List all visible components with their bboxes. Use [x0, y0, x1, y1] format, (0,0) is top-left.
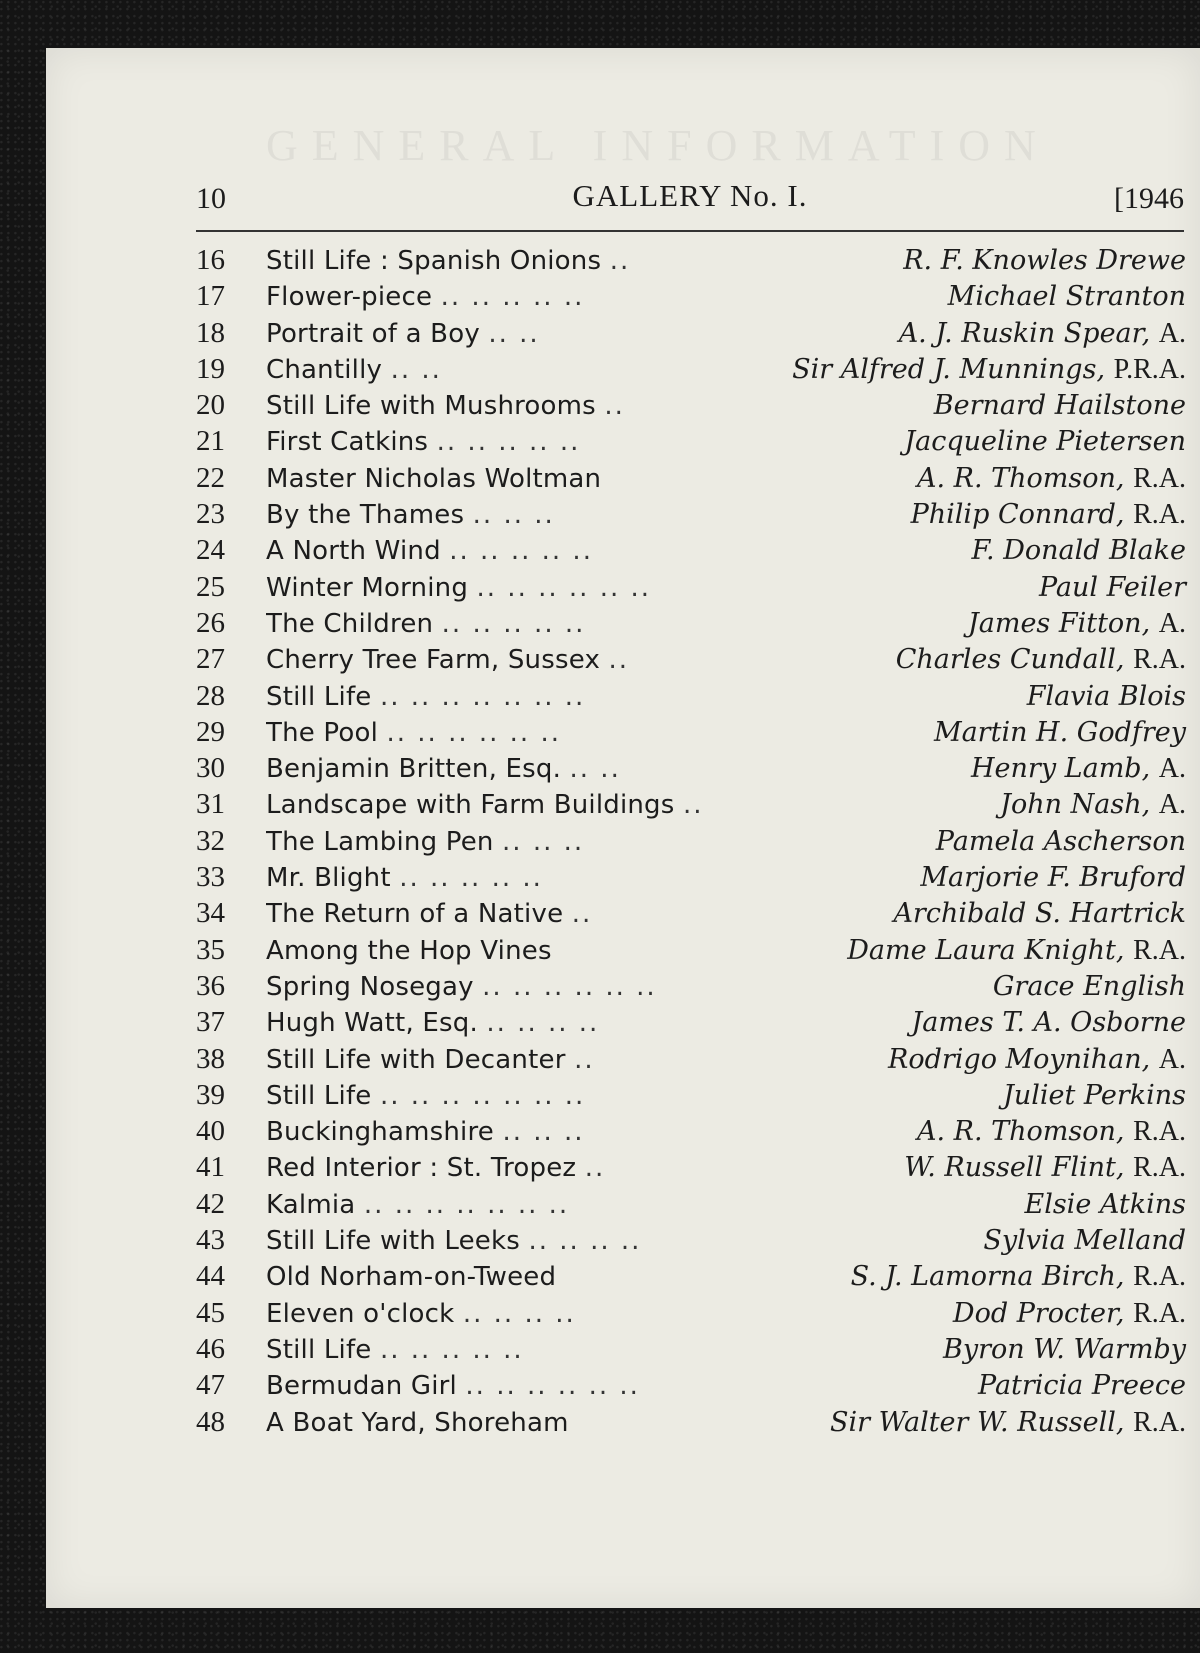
entry-number: 20	[196, 389, 225, 422]
artist-name: R. F. Knowles Drewe	[903, 245, 1186, 276]
entry-title-text: Flower-piece	[266, 282, 433, 313]
entry-artist	[985, 971, 1186, 1002]
entry-artist	[888, 644, 1186, 676]
page-header	[196, 178, 1184, 226]
entry-artist	[963, 753, 1186, 785]
catalogue-entry	[196, 934, 1186, 970]
entry-title	[266, 1408, 822, 1438]
entry-title	[266, 536, 964, 566]
entry-title	[266, 718, 926, 748]
artist-honour: R.A.	[1133, 1152, 1186, 1184]
entry-title	[266, 1117, 909, 1147]
catalogue-entry	[196, 1115, 1186, 1151]
artist-name: Rodrigo Moynihan,	[888, 1043, 1151, 1075]
entry-number: 36	[196, 969, 225, 1002]
entry-title-text: Still Life with Mushrooms	[266, 391, 596, 422]
entry-number: 27	[196, 643, 225, 676]
catalogue-entry	[196, 861, 1186, 897]
entry-title-text: Portrait of a Boy	[266, 318, 480, 349]
entry-title-text: The Pool	[266, 717, 379, 748]
entry-title	[266, 355, 784, 385]
catalogue-entry	[196, 1406, 1186, 1442]
entry-title-text: Still Life	[266, 681, 372, 712]
catalogue-entry	[196, 462, 1186, 498]
entry-number: 23	[196, 498, 225, 531]
entry-title	[266, 972, 985, 1002]
entry-title-text: A North Wind	[266, 536, 441, 567]
catalogue-entry	[196, 1151, 1186, 1187]
dot-leader: .. .. .. .. ..	[441, 608, 586, 639]
dot-leader: .. ..	[488, 318, 540, 349]
dot-leader: ..	[608, 645, 630, 676]
catalogue-entry	[196, 571, 1186, 607]
entry-artist	[935, 1334, 1186, 1365]
dot-leader: .. .. .. ..	[528, 1226, 642, 1257]
artist-name: Elsie Atkins	[1024, 1188, 1186, 1220]
catalogue-entry	[196, 825, 1186, 861]
dot-leader: .. .. .. .. .. ..	[386, 717, 561, 748]
dot-leader: .. .. .. ..	[486, 1008, 600, 1039]
artist-name: W. Russell Flint,	[904, 1152, 1125, 1184]
entry-number: 34	[196, 897, 225, 930]
entry-artist	[964, 535, 1187, 566]
entry-artist	[822, 1407, 1186, 1439]
entry-title-text: Spring Nosegay	[266, 971, 474, 1002]
catalogue-entry	[196, 607, 1186, 643]
entry-artist	[945, 1298, 1186, 1330]
entry-title	[266, 427, 896, 457]
dot-leader: .. .. .. .. ..	[440, 282, 585, 313]
artist-honour: A.	[1158, 753, 1186, 785]
catalogue-entry	[196, 244, 1186, 280]
artist-name: Juliet Perkins	[1003, 1079, 1186, 1111]
page-number: 10	[196, 182, 226, 215]
catalogue-entry	[196, 1188, 1186, 1224]
artist-name: Archibald S. Hartrick	[893, 898, 1186, 930]
dot-leader: .. .. .. .. .. ..	[465, 1371, 640, 1402]
entry-title	[266, 464, 909, 494]
dot-leader: .. .. ..	[502, 1117, 585, 1148]
entry-number: 41	[196, 1151, 225, 1184]
artist-honour: R.A.	[1133, 462, 1186, 494]
artist-name: Michael Stranton	[947, 281, 1186, 313]
catalogue-entry	[196, 1079, 1186, 1115]
entry-title	[266, 899, 885, 929]
artist-honour: R.A.	[1133, 499, 1186, 531]
dot-leader: ..	[574, 1044, 595, 1075]
catalogue-entry	[196, 1369, 1186, 1405]
entry-title	[266, 391, 926, 421]
entry-artist	[1031, 572, 1186, 603]
entry-artist	[880, 1044, 1186, 1076]
entry-title-text: Hugh Watt, Esq.	[266, 1008, 478, 1039]
entry-artist	[928, 826, 1186, 857]
catalogue-entry	[196, 425, 1186, 461]
entry-artist	[895, 245, 1186, 276]
catalogue-entry	[196, 317, 1186, 353]
dot-leader: .. .. .. .. ..	[436, 427, 581, 458]
entry-artist	[975, 1225, 1186, 1256]
entry-title	[266, 319, 891, 349]
entry-title	[266, 754, 963, 784]
dot-leader: .. ..	[569, 754, 621, 785]
entry-title-text: Still Life with Decanter	[266, 1044, 566, 1075]
artist-name: Philip Connard,	[910, 499, 1125, 531]
entry-artist	[896, 426, 1186, 457]
catalogue-list	[196, 244, 1186, 1442]
entry-number: 39	[196, 1078, 225, 1111]
artist-name: Byron W. Warmby	[943, 1333, 1186, 1365]
entry-number: 46	[196, 1332, 225, 1365]
entry-number: 29	[196, 715, 225, 748]
catalogue-entry	[196, 716, 1186, 752]
entry-title-text: A Boat Yard, Shoreham	[266, 1407, 569, 1438]
show-through-text: GENERAL INFORMATION	[266, 121, 1050, 170]
entry-artist	[909, 1116, 1186, 1148]
catalogue-entry	[196, 643, 1186, 679]
entry-number: 44	[196, 1260, 225, 1293]
entry-artist	[839, 935, 1186, 967]
artist-name: Grace English	[992, 970, 1186, 1002]
entry-number: 45	[196, 1296, 225, 1329]
entry-title-text: Old Norham-on-Tweed	[266, 1262, 557, 1293]
dot-leader: .. .. .. .. ..	[399, 863, 543, 894]
entry-title	[266, 682, 1019, 712]
entry-title-text: Chantilly	[266, 354, 383, 385]
dot-leader: ..	[584, 1153, 606, 1184]
dot-leader: .. .. .. .. .. .. ..	[379, 681, 586, 712]
dot-leader: .. ..	[390, 354, 442, 385]
artist-name: Charles Cundall,	[895, 644, 1125, 676]
entry-number: 32	[196, 824, 225, 857]
header-rule	[196, 230, 1184, 232]
entry-title	[266, 645, 888, 675]
artist-name: Patricia Preece	[977, 1370, 1186, 1402]
entry-title-text: First Catkins	[266, 427, 429, 458]
entry-artist	[896, 1152, 1186, 1184]
entry-title-text: By the Thames	[266, 500, 465, 531]
entry-artist	[926, 717, 1186, 748]
dot-leader: .. .. .. .. ..	[449, 536, 593, 567]
entry-number: 37	[196, 1006, 225, 1039]
entry-number: 30	[196, 752, 225, 785]
entry-number: 28	[196, 679, 225, 712]
catalogue-entry	[196, 1333, 1186, 1369]
entry-title	[266, 609, 960, 639]
entry-title-text: Landscape with Farm Buildings	[266, 790, 675, 821]
catalogue-entry	[196, 788, 1186, 824]
artist-name: Bernard Hailstone	[933, 390, 1186, 422]
entry-number: 33	[196, 861, 225, 894]
entry-title	[266, 1008, 903, 1038]
entry-artist	[903, 1007, 1186, 1038]
catalogue-entry	[196, 280, 1186, 316]
entry-artist	[784, 354, 1186, 386]
entry-number: 43	[196, 1224, 225, 1257]
entry-number: 17	[196, 280, 225, 313]
dot-leader: ..	[604, 391, 625, 422]
entry-title	[266, 936, 839, 966]
artist-honour: R.A.	[1133, 934, 1186, 966]
entry-title	[266, 1335, 935, 1365]
entry-title	[266, 1262, 843, 1292]
artist-name: A. J. Ruskin Spear,	[898, 317, 1151, 349]
entry-artist	[1016, 1189, 1186, 1220]
entry-title	[266, 1045, 880, 1075]
entry-artist	[903, 499, 1186, 531]
artist-name: James T. A. Osborne	[911, 1007, 1186, 1039]
entry-number: 22	[196, 461, 225, 494]
artist-name: S. J. Lamorna Birch,	[850, 1261, 1125, 1293]
entry-artist	[992, 789, 1186, 821]
entry-title	[266, 1153, 896, 1183]
catalogue-entry	[196, 498, 1186, 534]
entry-title	[266, 573, 1031, 603]
dot-leader: .. .. .. .. .. .. ..	[379, 1080, 586, 1111]
catalogue-entry	[196, 353, 1186, 389]
entry-title	[266, 1226, 975, 1256]
artist-honour: A.	[1158, 317, 1186, 349]
entry-title	[266, 500, 903, 530]
catalogue-entry	[196, 1006, 1186, 1042]
artist-name: Dod Procter,	[952, 1297, 1125, 1329]
artist-name: Sir Walter W. Russell,	[829, 1406, 1125, 1438]
entry-title	[266, 282, 940, 312]
artist-name: Sir Alfred J. Munnings,	[792, 353, 1106, 385]
dot-leader: .. .. .. .. .. .. ..	[363, 1189, 570, 1220]
catalogue-entry	[196, 534, 1186, 570]
artist-honour: R.A.	[1133, 644, 1186, 676]
entry-number: 25	[196, 570, 225, 603]
entry-number: 21	[196, 425, 225, 458]
entry-number: 47	[196, 1369, 225, 1402]
entry-artist	[1019, 681, 1186, 712]
entry-title	[266, 827, 928, 857]
artist-name: Henry Lamb,	[971, 753, 1151, 785]
entry-number: 19	[196, 352, 225, 385]
entry-title-text: Cherry Tree Farm, Sussex	[266, 645, 601, 676]
catalogue-entry	[196, 1224, 1186, 1260]
entry-number: 38	[196, 1042, 225, 1075]
entry-artist	[891, 318, 1186, 350]
artist-honour: A.	[1158, 789, 1186, 821]
entry-number: 31	[196, 788, 225, 821]
catalogue-entry	[196, 1043, 1186, 1079]
entry-title-text: The Children	[266, 608, 434, 639]
entry-title	[266, 1190, 1016, 1220]
entry-title-text: Kalmia	[266, 1189, 356, 1220]
entry-title-text: Master Nicholas Woltman	[266, 463, 602, 494]
artist-honour: P.R.A.	[1113, 353, 1186, 385]
artist-name: Martin H. Godfrey	[933, 716, 1186, 748]
entry-artist	[909, 463, 1186, 495]
year-label: [1946	[1114, 182, 1184, 215]
artist-name: James Fitton,	[967, 607, 1151, 639]
entry-title-text: Buckinghamshire	[266, 1117, 494, 1148]
artist-name: Jacqueline Pietersen	[904, 426, 1186, 458]
entry-title-text: Winter Morning	[266, 572, 469, 603]
entry-artist	[995, 1080, 1186, 1111]
entry-number: 35	[196, 933, 225, 966]
dot-leader: .. .. .. ..	[462, 1298, 576, 1329]
entry-number: 24	[196, 534, 225, 567]
catalogue-page	[46, 48, 1200, 1608]
entry-artist	[960, 608, 1186, 640]
entry-artist	[885, 898, 1186, 929]
artist-honour: R.A.	[1133, 1297, 1186, 1329]
entry-title-text: Still Life with Leeks	[266, 1226, 521, 1257]
entry-title-text: Benjamin Britten, Esq.	[266, 754, 562, 785]
entry-artist	[843, 1261, 1186, 1293]
entry-artist	[970, 1370, 1186, 1401]
artist-name: Sylvia Melland	[983, 1225, 1186, 1257]
entry-title-text: Still Life	[266, 1080, 372, 1111]
entry-title-text: Bermudan Girl	[266, 1371, 457, 1402]
entry-title	[266, 1081, 995, 1111]
entry-title	[266, 863, 912, 893]
catalogue-entry	[196, 897, 1186, 933]
entry-number: 40	[196, 1115, 225, 1148]
artist-honour: R.A.	[1133, 1406, 1186, 1438]
dot-leader: .. .. ..	[502, 826, 585, 857]
catalogue-entry	[196, 389, 1186, 425]
entry-title-text: The Return of a Native	[266, 899, 564, 930]
dot-leader: .. .. ..	[472, 500, 555, 531]
artist-name: F. Donald Blake	[971, 535, 1186, 567]
entry-title-text: The Lambing Pen	[266, 826, 494, 857]
entry-number: 18	[196, 316, 225, 349]
dot-leader: .. .. .. .. .. ..	[482, 971, 657, 1002]
artist-name: A. R. Thomson,	[917, 1116, 1125, 1148]
catalogue-entry	[196, 680, 1186, 716]
artist-name: Paul Feiler	[1038, 571, 1186, 603]
artist-name: A. R. Thomson,	[917, 462, 1125, 494]
artist-name: Dame Laura Knight,	[847, 934, 1125, 966]
entry-title-text: Still Life	[266, 1334, 372, 1365]
entry-title-text: Eleven o'clock	[266, 1298, 455, 1329]
artist-name: Pamela Ascherson	[935, 825, 1186, 857]
dot-leader: .. .. .. .. ..	[379, 1334, 524, 1365]
entry-title	[266, 1299, 945, 1329]
artist-honour: A.	[1158, 1043, 1186, 1075]
artist-name: Flavia Blois	[1026, 680, 1186, 712]
entry-artist	[912, 862, 1186, 893]
catalogue-entry	[196, 752, 1186, 788]
dot-leader: ..	[682, 790, 704, 821]
entry-artist	[940, 281, 1186, 312]
entry-title-text: Still Life : Spanish Onions	[266, 246, 602, 276]
entry-number: 48	[196, 1405, 225, 1438]
entry-title	[266, 1371, 970, 1401]
entry-number: 16	[196, 244, 225, 276]
artist-honour: R.A.	[1133, 1116, 1186, 1148]
entry-number: 42	[196, 1187, 225, 1220]
dot-leader: ..	[609, 246, 631, 276]
entry-title-text: Mr. Blight	[266, 863, 391, 894]
entry-title	[266, 246, 895, 276]
artist-honour: R.A.	[1133, 1261, 1186, 1293]
artist-name: John Nash,	[1000, 789, 1151, 821]
dot-leader: ..	[571, 899, 593, 930]
entry-title-text: Among the Hop Vines	[266, 935, 552, 966]
entry-title-text: Red Interior : St. Tropez	[266, 1153, 577, 1184]
artist-honour: A.	[1158, 607, 1186, 639]
catalogue-entry	[196, 1297, 1186, 1333]
entry-title	[266, 790, 992, 820]
catalogue-entry	[196, 1260, 1186, 1296]
entry-number: 26	[196, 606, 225, 639]
entry-artist	[926, 390, 1186, 421]
catalogue-entry	[196, 970, 1186, 1006]
artist-name: Marjorie F. Bruford	[920, 862, 1186, 894]
page-title: GALLERY No. I.	[572, 178, 808, 213]
dot-leader: .. .. .. .. .. ..	[476, 572, 652, 603]
